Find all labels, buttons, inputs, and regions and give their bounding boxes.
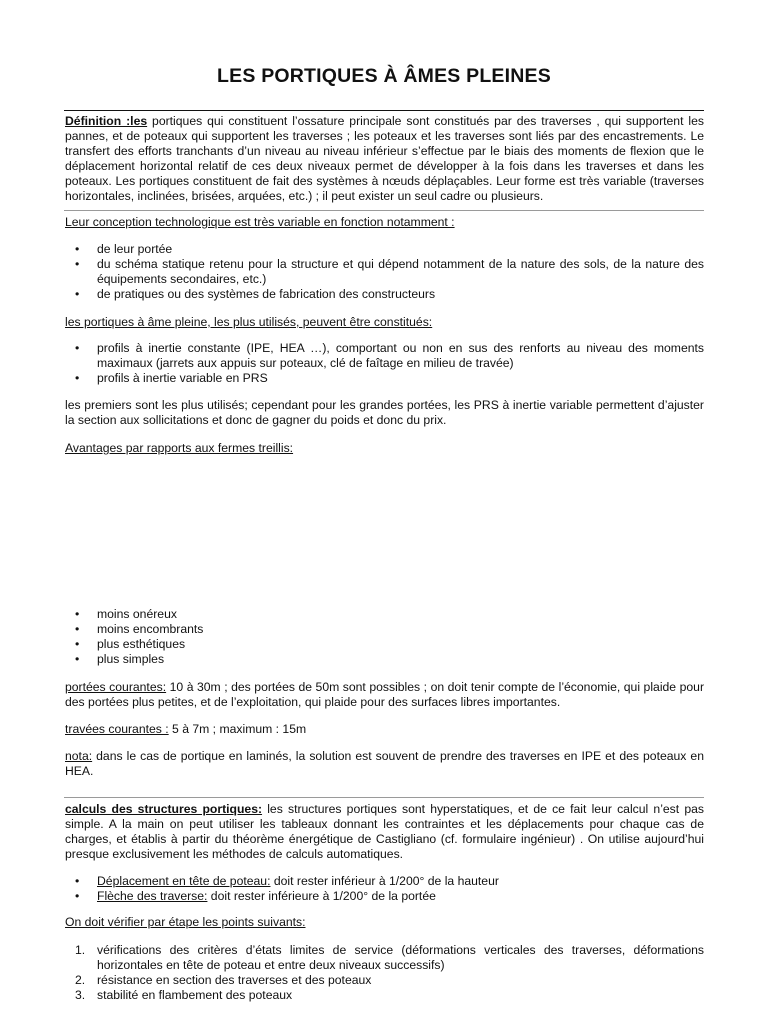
list-item: • Déplacement en tête de poteau: doit rester inférieur à 1/200° de la hauteur [65,874,704,889]
nota-label: nota: [65,749,93,763]
deplacements-list [65,874,704,904]
list-item: • profils à inertie variable en PRS [65,371,704,386]
constitution-heading: les portiques à âme pleine, les plus utilisés, peuvent être constitués: [65,315,433,329]
definition-text: portiques qui constituent l’ossature principale sont constitués par des traverses , qui supportent les pannes, et de poteaux qui supportent les traverses ; les poteaux et les traverses sont liés par des encastrements. Le transfert des efforts tranchants d’un niveau au niveau inférieur s’effectue par le biais des moments de flexion que le déplacement horizontal relatif de ces deux niveaux permet de développer à la fois dans les traverses et dans les poteaux. Les portiques constituent de fait des systèmes à nœuds déplaçables. Leur forme est très variable (traverses horizontales, inclinées, brisées, arquées, etc.) ; il peut exister un seul cadre ou plusieurs. [65,114,704,203]
verifier-heading: On doit vérifier par étape les points suivants: [65,915,306,929]
definition-label: Définition :les [65,114,148,128]
section-divider [64,210,704,211]
list-item: • du schéma statique retenu pour la structure et qui dépend notamment de la nature des sols, de la nature des équipements secondaires, etc.) [65,257,704,287]
conception-list [65,242,704,302]
premiers-paragraph: les premiers sont les plus utilisés; cependant pour les grandes portées, les PRS à inertie variable permettent d’ajuster la section aux sollicitations et donc de gagner du poids et donc du prix. [65,398,704,427]
list-item: • plus simples [65,652,704,667]
title-divider [64,110,704,111]
list-item: • moins encombrants [65,622,704,637]
list-item: • Flèche des traverse: doit rester inférieure à 1/200° de la portée [65,889,704,904]
list-item: • profils à inertie constante (IPE, HEA …), comportant ou non en sus des renforts au niveau des moments maximaux (jarrets aux appuis sur poteaux, clé de faîtage en milieu de travée) [65,341,704,371]
conception-heading: Leur conception technologique est très variable en fonction notamment : [65,215,455,229]
list-item: 2. résistance en section des traverses et des poteaux [75,973,372,987]
travees-paragraph: travées courantes : 5 à 7m ; maximum : 15m [65,722,307,736]
travees-label: travées courantes : [65,722,169,736]
constitution-list [65,341,704,386]
section-divider [64,797,704,798]
calculs-label: calculs des structures portiques: [65,802,263,816]
avantages-heading: Avantages par rapports aux fermes treillis: [65,441,294,455]
verifier-list [65,943,704,1003]
portees-label: portées courantes: [65,680,167,694]
definition-paragraph [65,114,704,204]
list-item: • de leur portée [65,242,704,257]
page-title: LES PORTIQUES À ÂMES PLEINES [217,65,551,87]
list-item: 3. stabilité en flambement des poteaux [75,988,293,1002]
list-item: • de pratiques ou des systèmes de fabrication des constructeurs [65,287,704,302]
list-item: • moins onéreux [65,607,704,622]
avantages-list [65,607,704,667]
portees-paragraph: portées courantes: 10 à 30m ; des portées de 50m sont possibles ; on doit tenir compte de l’économie, qui plaide pour des portées plus petites, et de l’exploitation, qui plaide pour des surfaces libres importantes. [65,680,705,709]
list-item: 1. vérifications des critères d’états limites de service (déformations verticales des traverses, déformations horizontales en tête de poteau et entre deux niveaux successifs) [75,943,704,972]
nota-paragraph: nota: dans le cas de portique en laminés, la solution est souvent de prendre des traverses en IPE et des poteaux en HEA. [65,749,704,778]
list-item: • plus esthétiques [65,637,704,652]
calculs-paragraph: calculs des structures portiques: les structures portiques sont hyperstatiques, et de ce fait leur calcul n’est pas simple. A la main on peut utiliser les tableaux donnant les contraintes et les déplacements pour chaque cas de charges, et établis à partir du théorème énergétique de Castigliano (cf. formulaire ingénieur) . On utilise aujourd’hui presque exclusivement les méthodes de calculs automatiques. [65,802,704,861]
